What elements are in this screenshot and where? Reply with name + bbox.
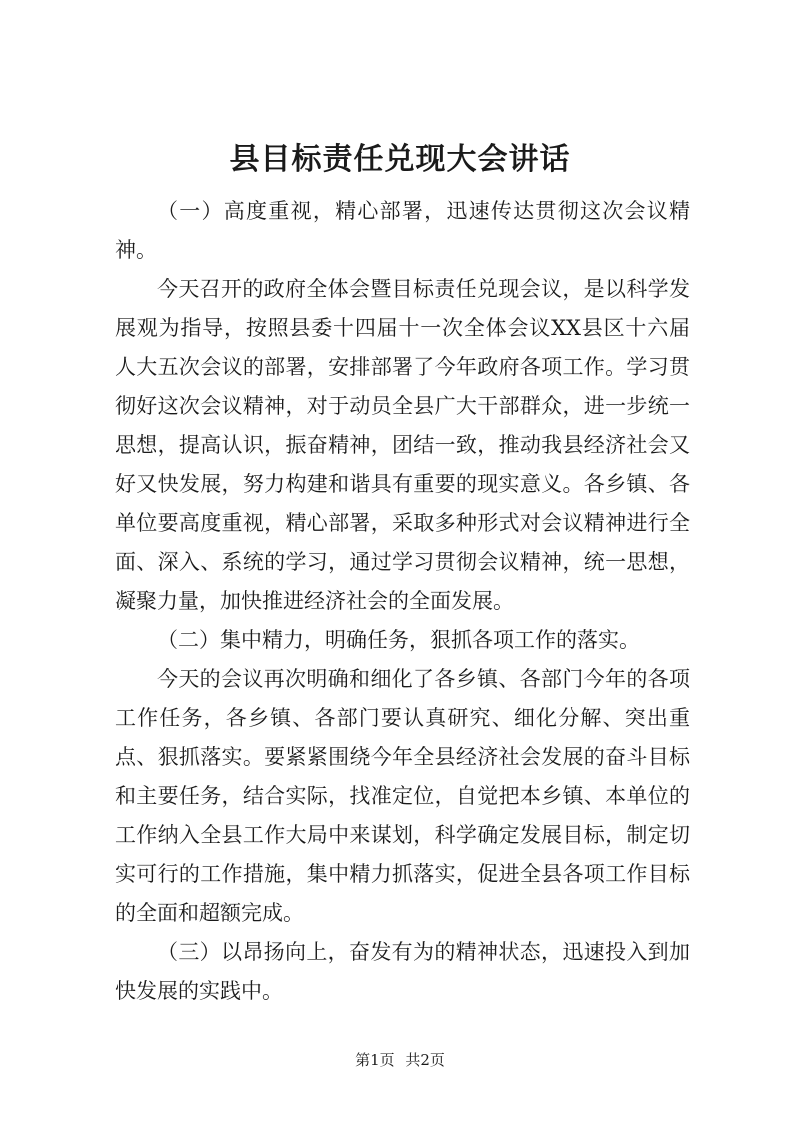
page-number: 第1页 [355, 1051, 395, 1069]
paragraph-heading-3: （三）以昂扬向上，奋发有为的精神状态，迅速投入到加快发展的实践中。 [115, 940, 690, 1003]
paragraph-body-2: 今天的会议再次明确和细化了各乡镇、各部门今年的各项工作任务，各乡镇、各部门要认真研究、细化分解、突出重点、狠抓落实。要紧紧围绕今年全县经济社会发展的奋斗目标和主要任务，结合实际，找准定位，自觉把本乡镇、本单位的工作纳入全县工作大局中来谋划，科学确定发展目标，制定切实可行的工作措施，集中精力抓落实，促进全县各项工作目标的全面和超额完成。 [115, 667, 690, 925]
paragraph-body-1: 今天召开的政府全体会暨目标责任兑现会议，是以科学发展观为指导，按照县委十四届十一次全体会议XX县区十六届人大五次会议的部署，安排部署了今年政府各项工作。学习贯彻好这次会议精神，对于动员全县广大干部群众，进一步统一思想，提高认识，振奋精神，团结一致，推动我县经济社会又好又快发展，努力构建和谐具有重要的现实意义。各乡镇、各单位要高度重视，精心部署，采取多种形式对会议精神进行全面、深入、系统的学习，通过学习贯彻会议精神，统一思想，凝聚力量，加快推进经济社会的全面发展。 [115, 277, 690, 613]
paragraph-heading-1: （一）高度重视，精心部署，迅速传达贯彻这次会议精神。 [115, 199, 690, 262]
page-total: 共2页 [405, 1051, 445, 1069]
document-body [115, 192, 690, 1011]
document-title: 县目标责任兑现大会讲话 [229, 142, 571, 177]
page-footer [0, 1050, 800, 1070]
paragraph-heading-2: （二）集中精力，明确任务，狠抓各项工作的落实。 [157, 628, 640, 652]
